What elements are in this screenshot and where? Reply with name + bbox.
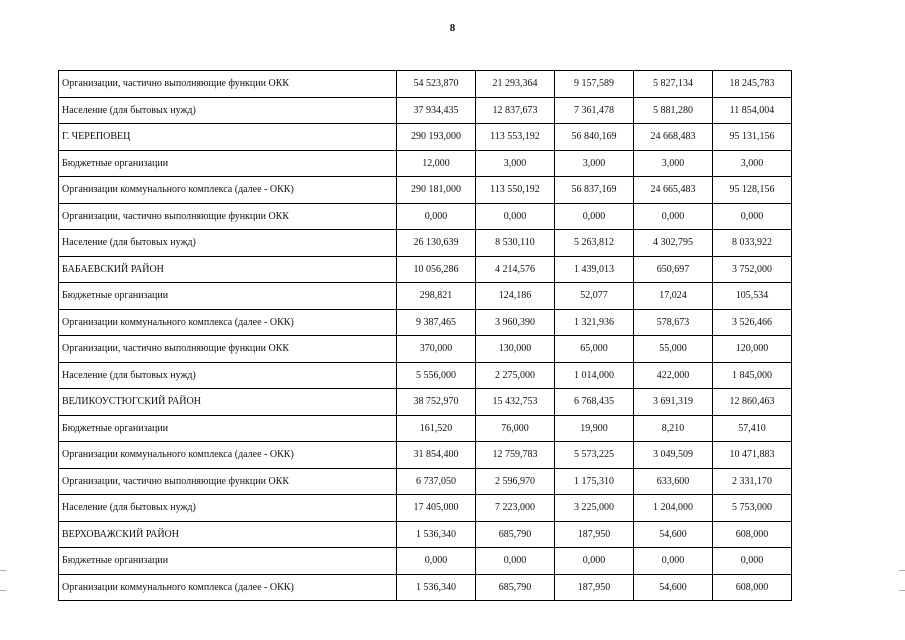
table-row <box>59 389 792 416</box>
value-cell-4: 54,600 <box>634 574 713 601</box>
scan-edge-mark <box>899 570 905 571</box>
row-label: Организации коммунального комплекса (далее - ОКК) <box>59 442 397 469</box>
row-label: Бюджетные организации <box>59 415 397 442</box>
value-cell-3: 187,950 <box>555 521 634 548</box>
value-cell-1: 1 536,340 <box>397 521 476 548</box>
table-row <box>59 124 792 151</box>
row-label: Организации, частично выполняющие функции ОКК <box>59 203 397 230</box>
row-label: Г. ЧЕРЕПОВЕЦ <box>59 124 397 151</box>
table-row <box>59 442 792 469</box>
table-body <box>59 71 792 601</box>
value-cell-3: 3,000 <box>555 150 634 177</box>
value-cell-5: 0,000 <box>713 203 792 230</box>
value-cell-2: 130,000 <box>476 336 555 363</box>
value-cell-1: 1 536,340 <box>397 574 476 601</box>
value-cell-2: 113 553,192 <box>476 124 555 151</box>
value-cell-1: 9 387,465 <box>397 309 476 336</box>
table-row <box>59 230 792 257</box>
consumption-table <box>58 70 792 601</box>
value-cell-2: 8 530,110 <box>476 230 555 257</box>
value-cell-2: 2 596,970 <box>476 468 555 495</box>
value-cell-3: 5 573,225 <box>555 442 634 469</box>
value-cell-4: 5 827,134 <box>634 71 713 98</box>
value-cell-5: 608,000 <box>713 574 792 601</box>
value-cell-5: 18 245,783 <box>713 71 792 98</box>
value-cell-5: 95 128,156 <box>713 177 792 204</box>
table-row <box>59 362 792 389</box>
value-cell-5: 3 526,466 <box>713 309 792 336</box>
value-cell-3: 0,000 <box>555 548 634 575</box>
row-label: Население (для бытовых нужд) <box>59 97 397 124</box>
value-cell-4: 24 665,483 <box>634 177 713 204</box>
value-cell-2: 3 960,390 <box>476 309 555 336</box>
value-cell-3: 1 175,310 <box>555 468 634 495</box>
value-cell-3: 65,000 <box>555 336 634 363</box>
value-cell-3: 9 157,589 <box>555 71 634 98</box>
table-row <box>59 415 792 442</box>
value-cell-2: 0,000 <box>476 203 555 230</box>
value-cell-4: 650,697 <box>634 256 713 283</box>
value-cell-2: 2 275,000 <box>476 362 555 389</box>
value-cell-1: 290 193,000 <box>397 124 476 151</box>
row-label: Организации коммунального комплекса (далее - ОКК) <box>59 574 397 601</box>
value-cell-1: 161,520 <box>397 415 476 442</box>
value-cell-2: 12 837,673 <box>476 97 555 124</box>
value-cell-1: 37 934,435 <box>397 97 476 124</box>
value-cell-3: 7 361,478 <box>555 97 634 124</box>
row-label: ВЕРХОВАЖСКИЙ РАЙОН <box>59 521 397 548</box>
table-row <box>59 468 792 495</box>
value-cell-4: 422,000 <box>634 362 713 389</box>
value-cell-2: 0,000 <box>476 548 555 575</box>
value-cell-1: 290 181,000 <box>397 177 476 204</box>
value-cell-5: 8 033,922 <box>713 230 792 257</box>
table-row <box>59 97 792 124</box>
value-cell-1: 31 854,400 <box>397 442 476 469</box>
row-label: Организации, частично выполняющие функции ОКК <box>59 336 397 363</box>
value-cell-2: 21 293,364 <box>476 71 555 98</box>
row-label: Бюджетные организации <box>59 283 397 310</box>
row-label: Население (для бытовых нужд) <box>59 230 397 257</box>
value-cell-1: 5 556,000 <box>397 362 476 389</box>
table-row <box>59 256 792 283</box>
value-cell-5: 11 854,004 <box>713 97 792 124</box>
value-cell-4: 3 691,319 <box>634 389 713 416</box>
value-cell-4: 578,673 <box>634 309 713 336</box>
value-cell-4: 55,000 <box>634 336 713 363</box>
value-cell-2: 7 223,000 <box>476 495 555 522</box>
value-cell-1: 17 405,000 <box>397 495 476 522</box>
value-cell-1: 0,000 <box>397 203 476 230</box>
value-cell-3: 187,950 <box>555 574 634 601</box>
value-cell-2: 113 550,192 <box>476 177 555 204</box>
row-label: Организации коммунального комплекса (далее - ОКК) <box>59 309 397 336</box>
row-label: Население (для бытовых нужд) <box>59 362 397 389</box>
value-cell-1: 26 130,639 <box>397 230 476 257</box>
value-cell-3: 1 014,000 <box>555 362 634 389</box>
page-number: 8 <box>449 22 456 34</box>
table-row <box>59 574 792 601</box>
table-row <box>59 521 792 548</box>
value-cell-2: 3,000 <box>476 150 555 177</box>
table-row <box>59 203 792 230</box>
table-row <box>59 548 792 575</box>
value-cell-4: 24 668,483 <box>634 124 713 151</box>
value-cell-1: 38 752,970 <box>397 389 476 416</box>
value-cell-3: 0,000 <box>555 203 634 230</box>
value-cell-3: 1 321,936 <box>555 309 634 336</box>
value-cell-5: 2 331,170 <box>713 468 792 495</box>
value-cell-5: 57,410 <box>713 415 792 442</box>
value-cell-5: 120,000 <box>713 336 792 363</box>
row-label: Население (для бытовых нужд) <box>59 495 397 522</box>
row-label: Организации, частично выполняющие функции ОКК <box>59 468 397 495</box>
value-cell-2: 124,186 <box>476 283 555 310</box>
value-cell-1: 6 737,050 <box>397 468 476 495</box>
value-cell-1: 298,821 <box>397 283 476 310</box>
table-row <box>59 283 792 310</box>
value-cell-4: 4 302,795 <box>634 230 713 257</box>
value-cell-2: 685,790 <box>476 521 555 548</box>
row-label: Организации, частично выполняющие функции ОКК <box>59 71 397 98</box>
value-cell-5: 3 752,000 <box>713 256 792 283</box>
value-cell-5: 95 131,156 <box>713 124 792 151</box>
row-label: Бюджетные организации <box>59 548 397 575</box>
row-label: Организации коммунального комплекса (далее - ОКК) <box>59 177 397 204</box>
scan-edge-mark <box>0 570 6 571</box>
value-cell-3: 56 840,169 <box>555 124 634 151</box>
value-cell-5: 5 753,000 <box>713 495 792 522</box>
value-cell-1: 0,000 <box>397 548 476 575</box>
value-cell-5: 0,000 <box>713 548 792 575</box>
row-label: БАБАЕВСКИЙ РАЙОН <box>59 256 397 283</box>
value-cell-2: 685,790 <box>476 574 555 601</box>
value-cell-3: 6 768,435 <box>555 389 634 416</box>
value-cell-3: 3 225,000 <box>555 495 634 522</box>
value-cell-3: 52,077 <box>555 283 634 310</box>
value-cell-4: 17,024 <box>634 283 713 310</box>
value-cell-5: 1 845,000 <box>713 362 792 389</box>
table-row <box>59 71 792 98</box>
scan-edge-mark <box>0 590 6 591</box>
value-cell-1: 370,000 <box>397 336 476 363</box>
value-cell-3: 1 439,013 <box>555 256 634 283</box>
value-cell-4: 3 049,509 <box>634 442 713 469</box>
table-row <box>59 150 792 177</box>
value-cell-3: 56 837,169 <box>555 177 634 204</box>
value-cell-4: 633,600 <box>634 468 713 495</box>
value-cell-1: 54 523,870 <box>397 71 476 98</box>
value-cell-5: 12 860,463 <box>713 389 792 416</box>
value-cell-5: 3,000 <box>713 150 792 177</box>
value-cell-2: 12 759,783 <box>476 442 555 469</box>
value-cell-2: 4 214,576 <box>476 256 555 283</box>
table-row <box>59 495 792 522</box>
table-row <box>59 336 792 363</box>
table-row <box>59 177 792 204</box>
value-cell-5: 105,534 <box>713 283 792 310</box>
row-label: ВЕЛИКОУСТЮГСКИЙ РАЙОН <box>59 389 397 416</box>
value-cell-5: 10 471,883 <box>713 442 792 469</box>
table-row <box>59 309 792 336</box>
value-cell-2: 15 432,753 <box>476 389 555 416</box>
value-cell-4: 1 204,000 <box>634 495 713 522</box>
value-cell-4: 54,600 <box>634 521 713 548</box>
value-cell-1: 12,000 <box>397 150 476 177</box>
value-cell-1: 10 056,286 <box>397 256 476 283</box>
value-cell-4: 8,210 <box>634 415 713 442</box>
value-cell-5: 608,000 <box>713 521 792 548</box>
value-cell-4: 3,000 <box>634 150 713 177</box>
value-cell-2: 76,000 <box>476 415 555 442</box>
value-cell-3: 5 263,812 <box>555 230 634 257</box>
value-cell-4: 5 881,280 <box>634 97 713 124</box>
row-label: Бюджетные организации <box>59 150 397 177</box>
value-cell-4: 0,000 <box>634 203 713 230</box>
value-cell-3: 19,900 <box>555 415 634 442</box>
value-cell-4: 0,000 <box>634 548 713 575</box>
scan-edge-mark <box>899 590 905 591</box>
